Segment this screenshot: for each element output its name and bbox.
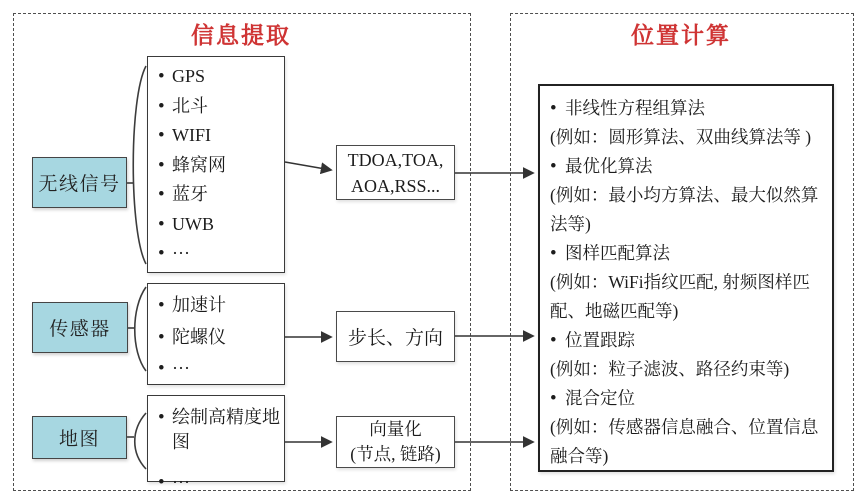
list-item xyxy=(158,121,280,151)
list-item-label: ··· xyxy=(172,472,190,492)
algorithm-name-row xyxy=(550,152,826,181)
list-item xyxy=(158,322,280,354)
list-item-label: 绘制高精度地图 xyxy=(172,407,280,452)
measurement-line-2: AOA,RSS... xyxy=(350,175,441,196)
algorithm-example: (例如：传感器信息融合、位置信息融合等) xyxy=(550,417,819,466)
bullet-icon xyxy=(550,384,565,413)
wireless-source-list xyxy=(147,56,285,273)
bullet-icon xyxy=(550,152,565,181)
algorithm-name: 非线性方程组算法 xyxy=(565,98,705,118)
algorithm-entry xyxy=(550,152,826,239)
list-item xyxy=(158,62,280,92)
list-item-label: 加速计 xyxy=(172,295,226,315)
bullet-icon xyxy=(158,353,172,385)
bullet-icon xyxy=(158,92,172,122)
algorithm-entry xyxy=(550,326,826,384)
map-label: 地图 xyxy=(32,416,127,459)
list-item xyxy=(158,92,280,122)
sensor-label: 传感器 xyxy=(32,302,128,353)
info-extraction-title: 信息提取 xyxy=(191,23,291,48)
algorithm-example: (例如：WiFi指纹匹配, 射频图样匹配、地磁匹配等) xyxy=(550,272,810,321)
list-item xyxy=(158,239,280,269)
list-item-label: 蓝牙 xyxy=(172,184,208,204)
algorithm-example: (例如：圆形算法、双曲线算法等 ) xyxy=(550,127,812,147)
list-item xyxy=(158,470,280,495)
bullet-icon xyxy=(158,405,172,430)
bullet-icon xyxy=(158,210,172,240)
vectorization-line-1: 向量化 xyxy=(369,419,422,439)
list-item-label: ··· xyxy=(172,358,190,378)
algorithm-name-row xyxy=(550,326,826,355)
bullet-icon xyxy=(550,239,565,268)
algorithm-entry xyxy=(550,239,826,326)
bullet-icon xyxy=(158,62,172,92)
list-item xyxy=(158,290,280,322)
position-calculation-title: 位置计算 xyxy=(631,23,731,48)
list-item xyxy=(158,353,280,385)
bullet-icon xyxy=(158,290,172,322)
list-item-label: 蜂窝网 xyxy=(172,154,226,175)
map-source-list-items xyxy=(148,396,284,495)
bullet-icon xyxy=(158,180,172,210)
list-item-label: 北斗 xyxy=(172,95,208,116)
sensor-source-list xyxy=(147,283,285,385)
list-item xyxy=(158,210,280,240)
measurement-line-1: TDOA,TOA, xyxy=(347,149,444,170)
bullet-icon xyxy=(550,326,565,355)
algorithm-name-row xyxy=(550,94,826,123)
bullet-icon xyxy=(550,94,565,123)
algorithm-name: 混合定位 xyxy=(565,388,635,408)
algorithm-name: 图样匹配算法 xyxy=(565,243,670,263)
list-item-label: 陀螺仪 xyxy=(172,326,226,347)
vectorization-line-2: (节点, 链路) xyxy=(350,444,441,464)
bullet-icon xyxy=(158,239,172,269)
list-item xyxy=(158,180,280,210)
bullet-icon xyxy=(158,151,172,181)
algorithm-name: 最优化算法 xyxy=(565,156,653,176)
list-item xyxy=(158,151,280,181)
bullet-icon xyxy=(158,470,172,495)
algorithm-example: (例如：最小均方算法、最大似然算法等) xyxy=(550,185,819,234)
list-item-label: GPS xyxy=(172,66,206,86)
vectorization-box xyxy=(336,416,455,468)
list-item xyxy=(158,405,280,455)
measurement-types-box xyxy=(336,145,455,200)
algorithm-entry xyxy=(550,94,826,152)
step-direction-label: 步长、方向 xyxy=(347,328,443,349)
wireless-source-list-items xyxy=(148,57,284,269)
algorithm-name-row xyxy=(550,384,826,413)
bullet-icon xyxy=(158,322,172,354)
sensor-source-list-items xyxy=(148,284,284,385)
step-direction-box xyxy=(336,311,455,362)
algorithm-name: 位置跟踪 xyxy=(565,330,635,350)
bullet-icon xyxy=(158,121,172,151)
map-source-list xyxy=(147,395,285,492)
wireless-signal-label: 无线信号 xyxy=(32,157,127,208)
algorithms-box xyxy=(538,84,834,472)
algorithm-example: (例如：粒子滤波、路径约束等) xyxy=(550,359,790,379)
list-item-label: UWB xyxy=(172,213,214,234)
list-item-label: WIFI xyxy=(172,125,211,145)
algorithm-name-row xyxy=(550,239,826,268)
algorithm-entry xyxy=(550,384,826,471)
list-item-label: ··· xyxy=(172,243,190,263)
